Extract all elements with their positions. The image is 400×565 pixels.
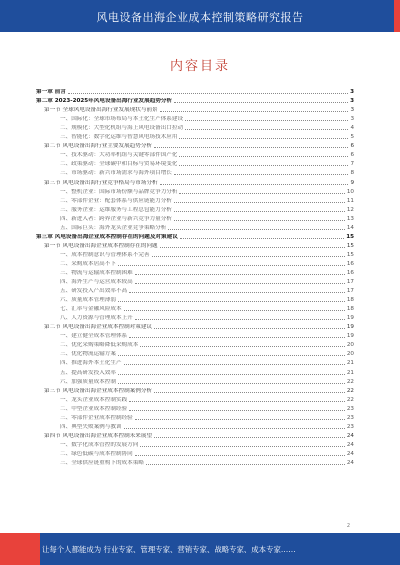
toc-leader-dots xyxy=(168,229,345,230)
toc-leader-dots xyxy=(174,202,345,203)
toc-entry[interactable] xyxy=(36,222,354,231)
toc-entry-page: 10 xyxy=(346,188,354,195)
toc-leader-dots xyxy=(160,184,349,185)
toc-leader-dots xyxy=(154,437,345,438)
toc-entry-page: 3 xyxy=(350,98,354,105)
toc-leader-dots xyxy=(68,93,348,94)
toc-entry[interactable] xyxy=(36,448,354,457)
toc-leader-dots xyxy=(154,328,345,329)
toc-entry[interactable] xyxy=(36,376,354,385)
toc-entry[interactable] xyxy=(36,104,354,113)
page-number: 2 xyxy=(346,523,350,529)
toc-entry-page: 15 xyxy=(346,242,354,249)
toc-entry[interactable] xyxy=(36,158,354,167)
toc-leader-dots xyxy=(152,256,345,257)
toc-entry-label: 第二节 风电设备出海行业主要发展趋势分析 xyxy=(44,143,153,150)
toc-entry-label: 三、零部件企业成本控制经验 xyxy=(60,414,133,421)
toc-entry-page: 6 xyxy=(350,152,354,159)
toc-entry-page: 3 xyxy=(350,107,354,114)
toc-leader-dots xyxy=(118,265,345,266)
toc-entry[interactable] xyxy=(36,240,354,249)
toc-entry-page: 9 xyxy=(350,179,354,186)
toc-entry-label: 四、海外生产与运营成本较高 xyxy=(60,279,133,286)
toc-entry[interactable] xyxy=(36,385,354,394)
toc-leader-dots xyxy=(129,401,345,402)
toc-entry-label: 第二节 风电设备出海企业成本控制对策建议 xyxy=(44,324,153,331)
footer-accent xyxy=(0,533,40,565)
toc-entry-label: 第二章 2023-2025年风电设备出海行业发展趋势分析 xyxy=(36,98,173,105)
toc-entry-label: 一、整机企业：国际市场份额与品牌竞争力分析 xyxy=(60,188,178,195)
toc-entry-label: 一、成本控制意识与管理体系不完善 xyxy=(60,251,150,258)
toc-entry-label: 二、规模化：大型化机组与海上风电设备出口拉动 xyxy=(60,125,184,132)
toc-entry-page: 23 xyxy=(346,423,354,430)
header-accent xyxy=(394,0,400,32)
toc-entry-page: 11 xyxy=(346,197,354,204)
toc-entry[interactable] xyxy=(36,303,354,312)
toc-entry-page: 12 xyxy=(346,206,354,213)
toc-leader-dots xyxy=(160,111,349,112)
toc-entry-label: 五、国际巨头：海外龙头企业竞争策略分析 xyxy=(60,224,167,231)
toc-entry-label: 二、优化采购策略降低采购成本 xyxy=(60,342,139,349)
toc-entry[interactable] xyxy=(36,86,354,95)
toc-entry[interactable] xyxy=(36,167,354,176)
toc-entry[interactable] xyxy=(36,403,354,412)
toc-leader-dots xyxy=(179,193,344,194)
toc-entry[interactable] xyxy=(36,186,354,195)
toc-entry[interactable] xyxy=(36,412,354,421)
toc-entry-label: 第四节 风电设备出海企业成本控制未来展望 xyxy=(44,432,153,439)
toc-entry[interactable] xyxy=(36,357,354,366)
toc-entry[interactable] xyxy=(36,294,354,303)
toc-entry-page: 20 xyxy=(346,342,354,349)
toc-entry-label: 第三节 风电设备出海行业竞争格局与市场分析 xyxy=(44,179,158,186)
toc-entry-page: 19 xyxy=(346,315,354,322)
toc-leader-dots xyxy=(179,165,348,166)
toc-entry[interactable] xyxy=(36,312,354,321)
toc-entry-label: 三、智能化：数字化运维与智慧风电场技术应用 xyxy=(60,134,178,141)
toc-entry[interactable] xyxy=(36,348,354,357)
toc-entry[interactable] xyxy=(36,249,354,258)
toc-leader-dots xyxy=(174,174,349,175)
toc-entry[interactable] xyxy=(36,131,354,140)
toc-leader-dots xyxy=(174,102,348,103)
toc-entry-page: 3 xyxy=(350,116,354,123)
header-band xyxy=(0,0,400,32)
toc-entry-page: 23 xyxy=(346,405,354,412)
toc-entry-page: 17 xyxy=(346,288,354,295)
toc-entry[interactable] xyxy=(36,339,354,348)
toc-entry[interactable] xyxy=(36,149,354,158)
toc-entry-label: 三、全球供应链重构下的成本策略 xyxy=(60,459,144,466)
table-of-contents xyxy=(36,86,354,466)
toc-leader-dots xyxy=(124,310,345,311)
toc-leader-dots xyxy=(124,364,345,365)
toc-entry-label: 二、中型企业成本控制经验 xyxy=(60,405,128,412)
toc-entry-page: 24 xyxy=(346,441,354,448)
toc-entry-label: 一、龙头企业成本控制实践 xyxy=(60,396,128,403)
toc-leader-dots xyxy=(118,355,345,356)
toc-entry-page: 22 xyxy=(346,396,354,403)
toc-entry-label: 八、人力资源与管理成本上升 xyxy=(60,315,133,322)
toc-entry-label: 二、零部件企业：配套体系与供应链能力分析 xyxy=(60,197,172,204)
footer-slogan: 让每个人都能成为 行业专家、管理专家、营销专家、战略专家、成本专家…… xyxy=(42,545,296,554)
toc-entry-label: 六、质量成本管理薄弱 xyxy=(60,297,116,304)
toc-entry-page: 21 xyxy=(346,369,354,376)
toc-leader-dots xyxy=(174,220,345,221)
toc-entry-label: 二、采购成本居高不下 xyxy=(60,260,116,267)
toc-entry-page: 19 xyxy=(346,324,354,331)
toc-entry-page: 5 xyxy=(350,134,354,141)
toc-entry[interactable] xyxy=(36,195,354,204)
toc-entry[interactable] xyxy=(36,430,354,439)
toc-leader-dots xyxy=(179,156,348,157)
toc-entry-label: 七、汇率与金融风险成本 xyxy=(60,306,122,313)
toc-title: 内容目录 xyxy=(169,59,230,74)
toc-entry[interactable] xyxy=(36,122,354,131)
toc-leader-dots xyxy=(140,446,345,447)
toc-entry-page: 23 xyxy=(346,414,354,421)
toc-entry-page: 20 xyxy=(346,351,354,358)
toc-leader-dots xyxy=(118,374,345,375)
toc-entry-label: 三、物流与运输成本控制困难 xyxy=(60,269,133,276)
toc-leader-dots xyxy=(154,147,348,148)
toc-leader-dots xyxy=(154,392,345,393)
toc-entry[interactable] xyxy=(36,267,354,276)
toc-leader-dots xyxy=(124,428,345,429)
report-title: 风电设备出海企业成本控制策略研究报告 xyxy=(96,11,304,24)
toc-entry[interactable] xyxy=(36,113,354,122)
toc-entry-label: 第一节 风电设备出海企业成本控制存在的问题 xyxy=(44,242,158,249)
toc-entry-label: 一、建立健全成本管理体系 xyxy=(60,333,128,340)
toc-entry-page: 14 xyxy=(346,224,354,231)
toc-entry[interactable] xyxy=(36,95,354,104)
toc-leader-dots xyxy=(135,419,345,420)
toc-leader-dots xyxy=(129,292,345,293)
toc-entry-page: 19 xyxy=(346,333,354,340)
footer-band xyxy=(0,533,400,565)
toc-entry-label: 三、优化物流运输方案 xyxy=(60,351,116,358)
toc-leader-dots xyxy=(129,337,345,338)
toc-entry-label: 二、政策驱动：全球碳中和目标与贸易环境变化 xyxy=(60,161,178,168)
toc-entry-label: 三、市场驱动：新兴市场需求与海外项目增长 xyxy=(60,170,172,177)
toc-entry-label: 四、典型失败案例与教训 xyxy=(60,423,122,430)
toc-entry[interactable] xyxy=(36,421,354,430)
toc-entry[interactable] xyxy=(36,366,354,375)
toc-entry-page: 8 xyxy=(350,170,354,177)
toc-entry-page: 21 xyxy=(346,360,354,367)
toc-entry-label: 第一节 全球风电设备出海行业发展现状与前景 xyxy=(44,107,158,114)
toc-entry-label: 第一章 前言 xyxy=(36,89,66,96)
toc-entry-label: 一、国际化：全球市场布局与本土化生产体系建设 xyxy=(60,116,184,123)
toc-leader-dots xyxy=(129,410,345,411)
toc-leader-dots xyxy=(118,383,345,384)
toc-entry[interactable] xyxy=(36,457,354,466)
toc-entry[interactable] xyxy=(36,213,354,222)
toc-entry[interactable] xyxy=(36,285,354,294)
toc-entry-page: 22 xyxy=(346,378,354,385)
toc-entry-label: 第三章 风电设备出海企业成本控制存在的问题及对策建议 xyxy=(36,233,178,240)
toc-entry[interactable] xyxy=(36,204,354,213)
toc-entry-page: 24 xyxy=(346,450,354,457)
toc-entry-label: 第三节 风电设备出海企业成本控制案例分析 xyxy=(44,387,153,394)
toc-leader-dots xyxy=(180,238,344,239)
toc-leader-dots xyxy=(135,283,345,284)
toc-entry-label: 六、加强质量成本控制 xyxy=(60,378,116,385)
toc-entry-page: 4 xyxy=(350,125,354,132)
toc-entry-page: 18 xyxy=(346,306,354,313)
toc-entry[interactable] xyxy=(36,140,354,149)
toc-leader-dots xyxy=(135,455,345,456)
toc-entry-label: 一、技术驱动：大功率机组与关键零部件国产化 xyxy=(60,152,178,159)
toc-entry-label: 一、数字化成本管控的发展方向 xyxy=(60,441,139,448)
toc-entry[interactable] xyxy=(36,258,354,267)
toc-leader-dots xyxy=(185,129,348,130)
toc-leader-dots xyxy=(146,464,345,465)
toc-entry[interactable] xyxy=(36,276,354,285)
toc-entry-page: 24 xyxy=(346,459,354,466)
toc-entry[interactable] xyxy=(36,394,354,403)
toc-entry-page: 3 xyxy=(350,89,354,96)
toc-entry[interactable] xyxy=(36,321,354,330)
toc-entry-page: 7 xyxy=(350,161,354,168)
toc-leader-dots xyxy=(135,274,345,275)
toc-entry[interactable] xyxy=(36,176,354,185)
toc-entry-page: 16 xyxy=(346,260,354,267)
toc-entry-page: 22 xyxy=(346,387,354,394)
toc-leader-dots xyxy=(179,138,348,139)
toc-entry-page: 6 xyxy=(350,143,354,150)
toc-entry-page: 15 xyxy=(346,251,354,258)
toc-entry-page: 15 xyxy=(346,233,354,240)
toc-entry-label: 五、提高研发投入效率 xyxy=(60,369,116,376)
toc-entry-label: 四、推进海外本土化生产 xyxy=(60,360,122,367)
toc-leader-dots xyxy=(160,247,345,248)
toc-leader-dots xyxy=(174,211,345,212)
toc-entry-label: 四、新进入者：跨界企业与新兴竞争力量分析 xyxy=(60,215,172,222)
toc-entry-label: 三、服务企业：运维服务与工程总包能力分析 xyxy=(60,206,172,213)
toc-entry-page: 17 xyxy=(346,279,354,286)
toc-entry-page: 16 xyxy=(346,269,354,276)
toc-entry-label: 五、研发投入产出效率不高 xyxy=(60,288,128,295)
toc-entry-label: 二、绿色低碳与成本控制协同 xyxy=(60,450,133,457)
toc-entry-page: 18 xyxy=(346,297,354,304)
toc-leader-dots xyxy=(135,319,345,320)
toc-entry[interactable] xyxy=(36,330,354,339)
toc-entry-page: 13 xyxy=(346,215,354,222)
toc-entry[interactable] xyxy=(36,231,354,240)
toc-leader-dots xyxy=(118,301,345,302)
toc-entry[interactable] xyxy=(36,439,354,448)
toc-leader-dots xyxy=(140,346,345,347)
toc-entry-page: 24 xyxy=(346,432,354,439)
toc-leader-dots xyxy=(185,120,348,121)
